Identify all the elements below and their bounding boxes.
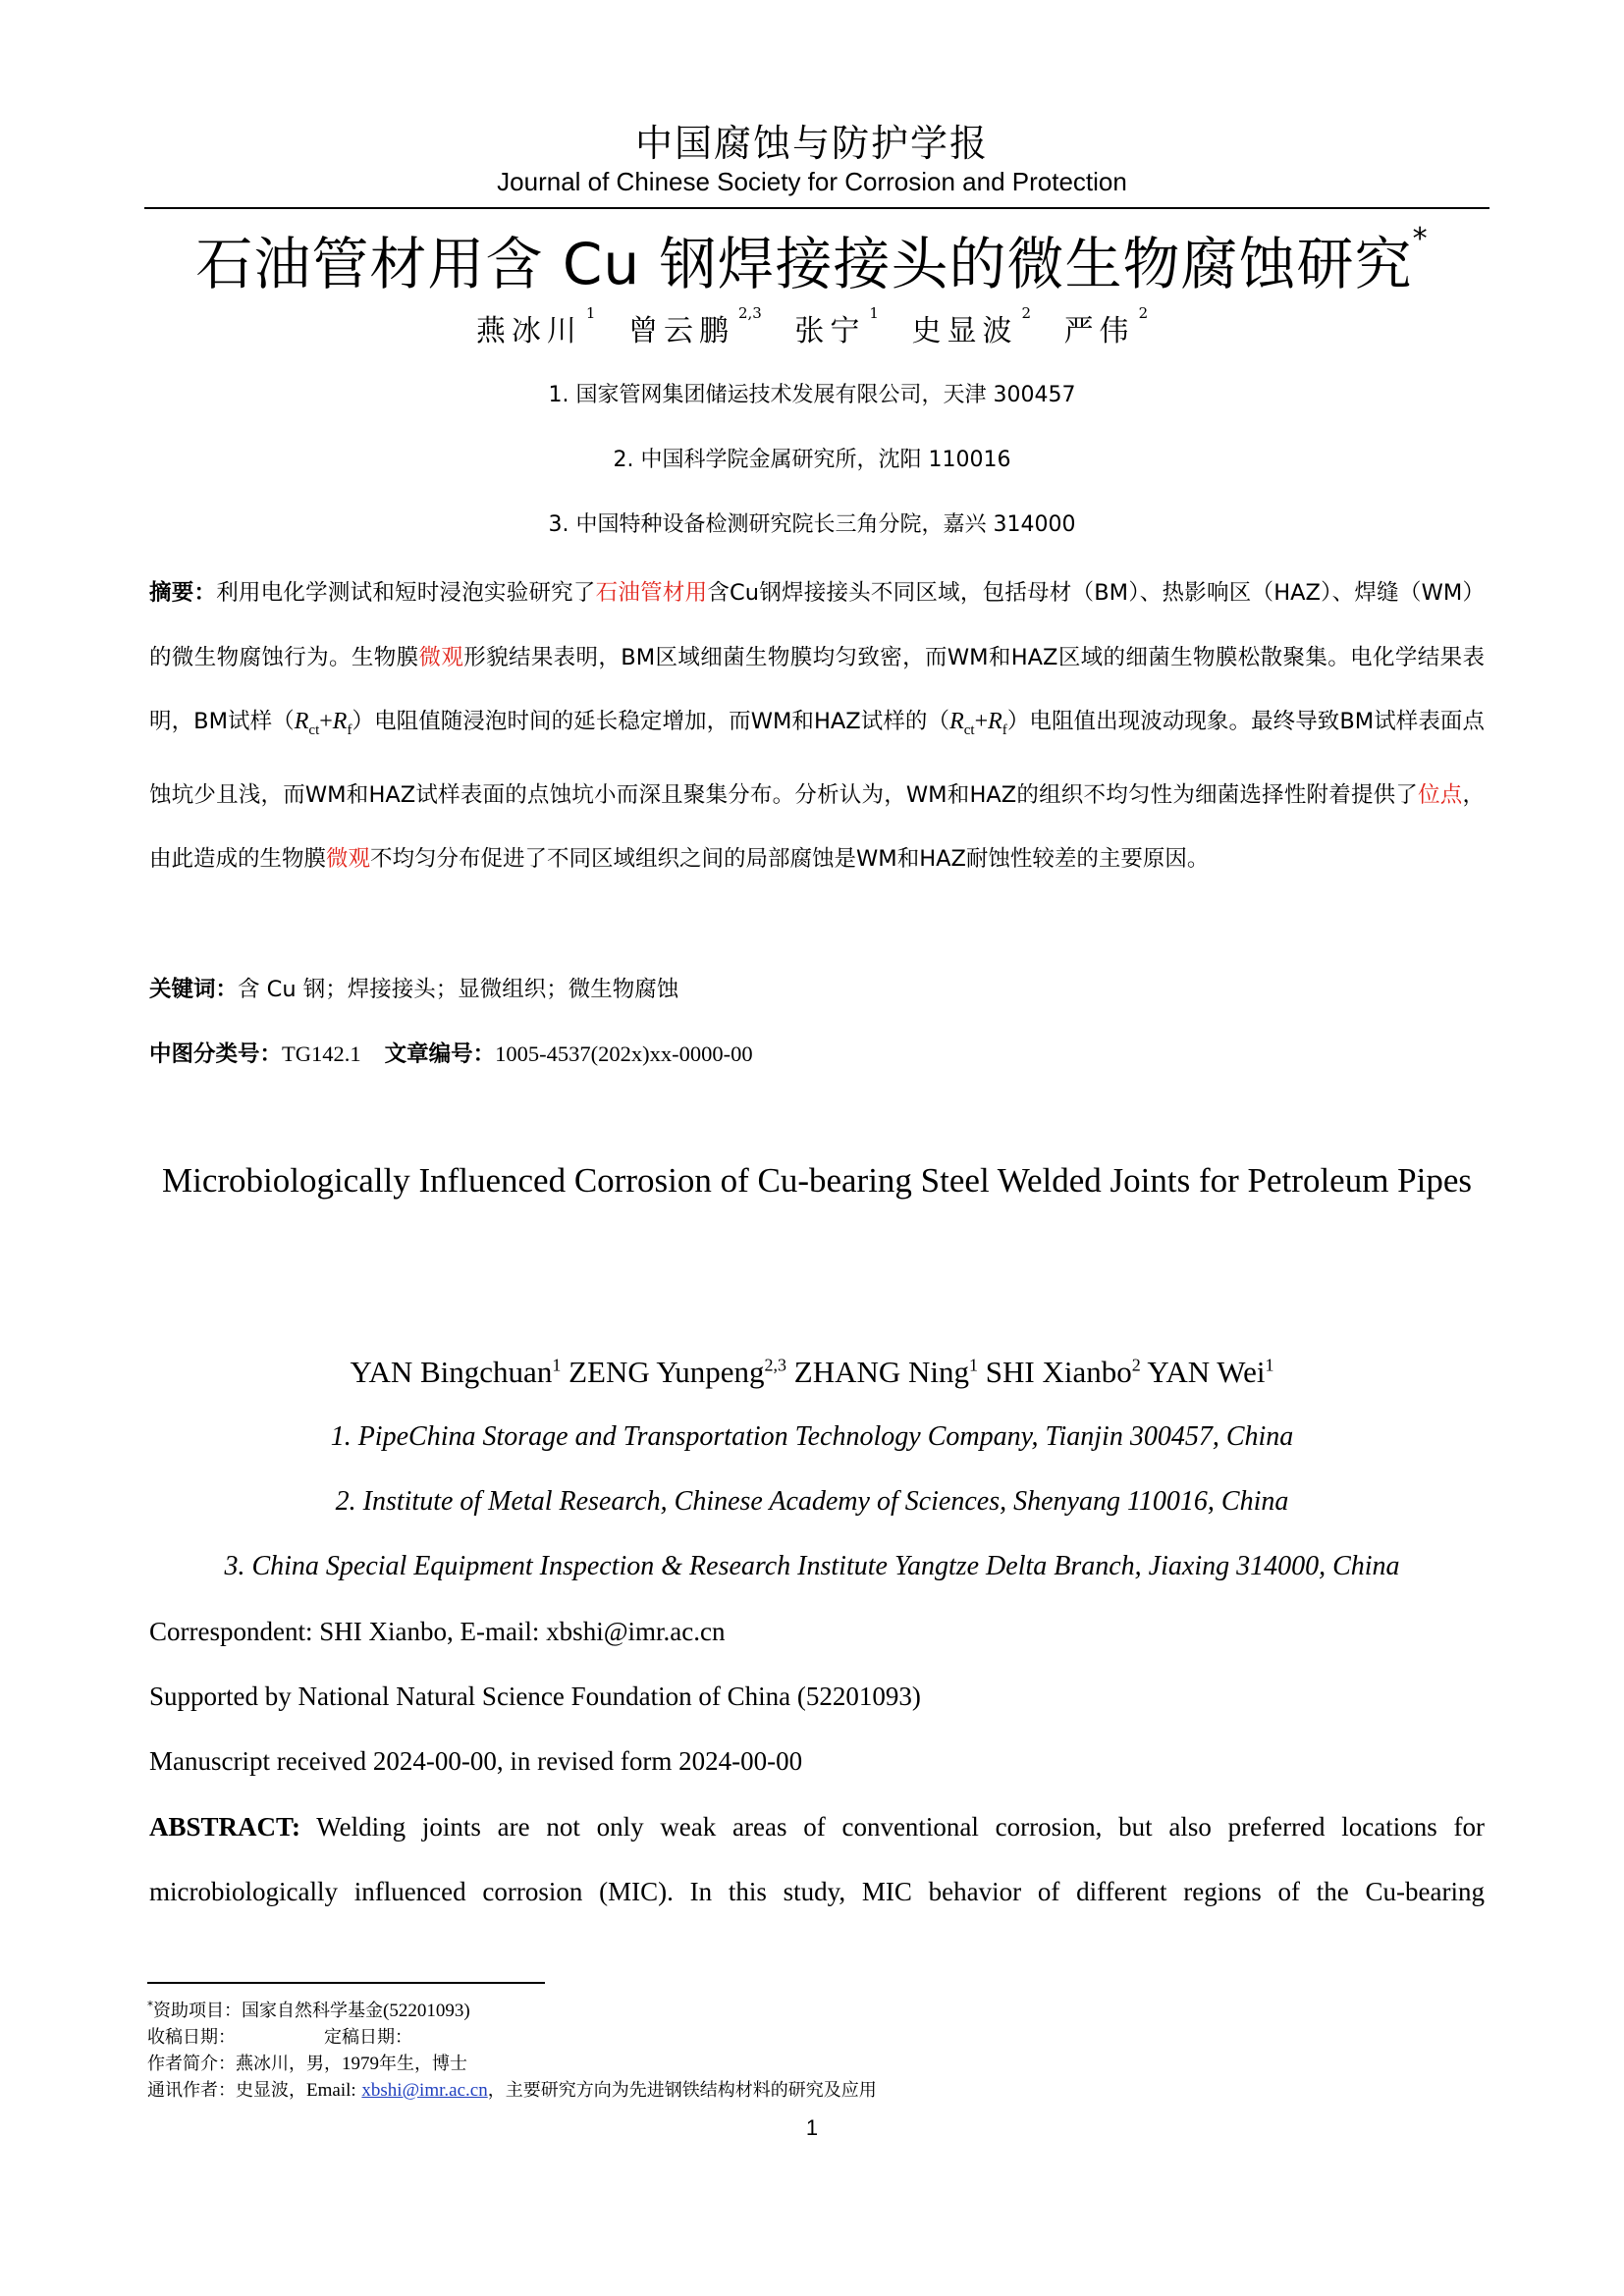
author-cn: 史显波: [911, 314, 1018, 348]
page-number: 1: [805, 2115, 819, 2140]
footnote-dates: [147, 2024, 877, 2051]
footnotes: [147, 1993, 877, 2104]
abstract-en-text: Welding joints are not only weak areas of conventional corrosion, but also preferred locations for: [316, 1812, 1485, 1842]
email-label: Email:: [306, 2080, 356, 2101]
author-cn: 严伟: [1063, 314, 1135, 348]
author-cn-affiliation: 2: [1021, 304, 1032, 322]
resistance-symbol: R: [294, 709, 309, 735]
abstract-cn-text: ）电阻值出现波动现象。最终导致BM试样表面点蚀坑少且浅，而WM和HAZ试样表面的点蚀坑小而深且聚集分布。分析认为，WM和HAZ的组织不均匀性为细菌选择性附着提供了: [149, 709, 1485, 808]
author-en: ZHANG Ning: [793, 1355, 970, 1389]
footnote-rule: [147, 1982, 545, 1984]
abstract-cn-text: 形貌结果表明，BM区域细菌生物膜均匀致密，而WM和HAZ区域的细菌生物膜松散聚集。电化学结果表明，BM试样（: [149, 644, 1485, 735]
title-cn: [0, 218, 1624, 300]
abstract-en-text: microbiologically influenced corrosion (MIC). In this study, MIC behavior of different regions of the Cu-bearing: [149, 1877, 1485, 1906]
abstract-en-label: ABSTRACT:: [149, 1812, 301, 1842]
abstract-en: [149, 1794, 1485, 1924]
resistance-symbol: R: [988, 709, 1002, 735]
author-cn: 张宁: [794, 314, 866, 348]
manuscript-dates: Manuscript received 2024-00-00, in revised form 2024-00-00: [149, 1746, 803, 1776]
keywords-label: 关键词：: [149, 977, 239, 1002]
corr-rest: ，主要研究方向为先进钢铁结构材料的研究及应用: [487, 2080, 877, 2101]
author-cn-affiliation: 2: [1138, 304, 1149, 322]
abstract-en-line: [149, 1859, 1485, 1924]
doc-number-label: 文章编号：: [384, 1041, 496, 1067]
email-link[interactable]: xbshi@imr.ac.cn: [361, 2080, 488, 2101]
received-label: 收稿日期：: [147, 2027, 236, 2048]
journal-name-en: Journal of Chinese Society for Corrosion and Protection: [497, 167, 1127, 196]
corr-label: 通讯作者：史显波，: [147, 2080, 306, 2101]
title-footnote-mark: *: [1412, 222, 1429, 256]
author-en-affiliation: 1: [552, 1355, 562, 1375]
abstract-cn-text: 不均匀分布促进了不同区域组织之间的局部腐蚀是WM和HAZ耐蚀性较差的主要原因。: [370, 846, 1210, 873]
author-cn-affiliation: 1: [585, 304, 596, 322]
footnote-funding-code: (52201093): [383, 2001, 470, 2021]
author-en-affiliation: 1: [1265, 1355, 1274, 1375]
bio-year: 1979: [342, 2054, 379, 2074]
abstract-cn-text: ，由此造成的生物膜: [149, 781, 1485, 873]
author-en-affiliation: 2: [1131, 1355, 1141, 1375]
journal-name-cn: 中国腐蚀与防护学报: [634, 122, 989, 165]
abstract-cn-highlight: 微观: [418, 644, 464, 670]
keywords-text: 含 Cu 钢；焊接接头；显微组织；微生物腐蚀: [238, 977, 679, 1002]
bio-label: 作者简介：燕冰川，男，: [147, 2054, 342, 2074]
author-cn: 曾云鹏: [627, 314, 734, 348]
author-en: SHI Xianbo: [985, 1355, 1132, 1389]
title-cn-text: 石油管材用含 Cu 钢焊接接头的微生物腐蚀研究: [195, 231, 1413, 297]
plus-sign: +: [974, 709, 989, 735]
resistance-subscript: f: [347, 721, 352, 738]
author-en-affiliation: 2,3: [764, 1355, 787, 1375]
clc-label: 中图分类号：: [149, 1041, 283, 1067]
footnote-corresponding: [147, 2077, 877, 2104]
author-cn-affiliation: 1: [869, 304, 879, 322]
resistance-subscript: ct: [308, 721, 320, 738]
author-en: ZENG Yunpeng: [568, 1355, 765, 1389]
author-cn-affiliation: 2,3: [737, 304, 762, 322]
affiliation-en: 3. China Special Equipment Inspection & Research Institute Yangtze Delta Branch, Jiaxing 314000, China: [224, 1551, 1400, 1581]
abstract-cn-highlight: 位点: [1418, 781, 1463, 808]
resistance-formula: [949, 709, 1007, 738]
abstract-en-line: [149, 1794, 1485, 1859]
resistance-symbol: R: [332, 709, 348, 735]
footnote-author-bio: [147, 2051, 877, 2077]
authors-en: [0, 1355, 1624, 1390]
author-en: YAN Bingchuan: [350, 1355, 553, 1389]
doc-number-value: 1005-4537(202x)xx-0000-00: [495, 1041, 753, 1066]
abstract-cn-text: ）电阻值随浸泡时间的延长稳定增加，而WM和HAZ试样的（: [352, 709, 950, 735]
abstract-cn-highlight: 微观: [326, 846, 371, 873]
abstract-cn: [149, 561, 1485, 892]
footnote-funding-label: 资助项目：国家自然科学基金: [153, 2001, 383, 2021]
funding-line: Supported by National Natural Science Foundation of China (52201093): [149, 1682, 921, 1711]
abstract-cn-text: 含Cu钢焊接接头不同区域，包括母材（BM）、热影响区（HAZ）、焊缝（WM）的微生物腐蚀行为。生物膜: [149, 580, 1485, 670]
affiliation-cn: 2. 中国科学院金属研究所，沈阳 110016: [613, 448, 1011, 472]
footnote-mark: *: [147, 1999, 153, 2012]
classification-line: [149, 1037, 753, 1068]
resistance-formula: [294, 709, 352, 738]
footnote-funding: [147, 1993, 877, 2024]
affiliation-en: 2. Institute of Metal Research, Chinese Academy of Sciences, Shenyang 110016, China: [335, 1486, 1289, 1517]
resistance-symbol: R: [949, 709, 964, 735]
resistance-subscript: ct: [963, 721, 975, 738]
abstract-cn-label: 摘要：: [149, 580, 217, 606]
affiliation-cn: 3. 中国特种设备检测研究院长三角分院，嘉兴 314000: [548, 512, 1076, 537]
affiliation-en: 1. PipeChina Storage and Transportation Technology Company, Tianjin 300457, China: [330, 1421, 1294, 1452]
title-en: Microbiologically Influenced Corrosion of Cu-bearing Steel Welded Joints for Petroleum Pipes: [161, 1161, 1473, 1200]
correspondent-line: Correspondent: SHI Xianbo, E-mail: xbshi@imr.ac.cn: [149, 1617, 726, 1646]
keywords-cn: [149, 972, 678, 1003]
affiliation-cn: 1. 国家管网集团储运技术发展有限公司，天津 300457: [548, 383, 1076, 407]
abstract-cn-highlight: 石油管材用: [595, 580, 708, 606]
clc-value: TG142.1: [282, 1041, 361, 1066]
resistance-subscript: f: [1001, 721, 1007, 738]
plus-sign: +: [319, 709, 333, 735]
abstract-cn-text: 利用电化学测试和短时浸泡实验研究了: [216, 580, 596, 606]
author-en: YAN Wei: [1147, 1355, 1266, 1389]
bio-rest: 年生，博士: [379, 2054, 467, 2074]
author-cn: 燕冰川: [475, 314, 582, 348]
authors-cn: [0, 306, 1624, 349]
author-en-affiliation: 1: [969, 1355, 979, 1375]
revised-label: 定稿日期：: [324, 2027, 412, 2048]
header-rule: [144, 207, 1489, 209]
